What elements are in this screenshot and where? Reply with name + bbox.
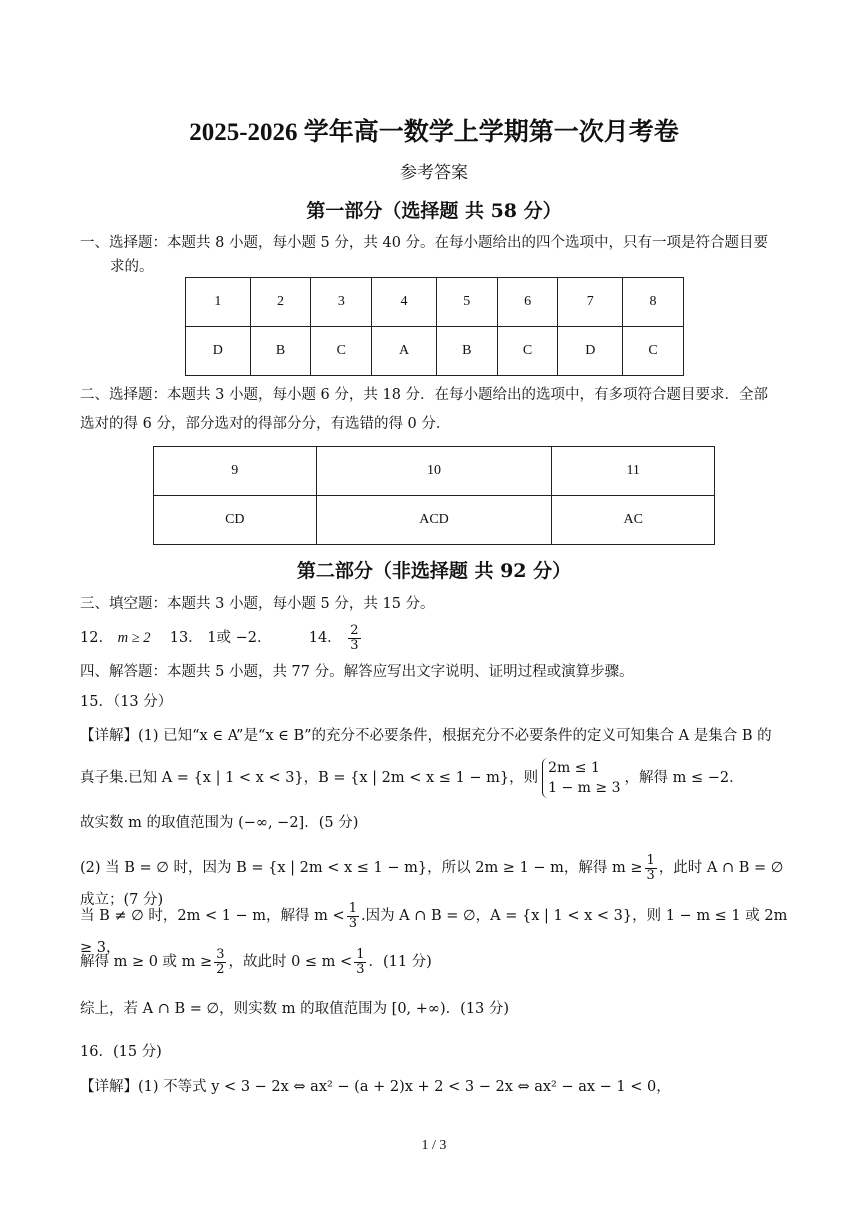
table-cell: 11: [552, 447, 715, 496]
q15-line7: 综上，若 A ∩ B = ∅，则实数 m 的取值范围为 [0, +∞)．(13 分): [80, 1001, 510, 1017]
page-subtitle: 参考答案: [400, 163, 468, 183]
table-cell: AC: [552, 496, 715, 545]
fraction-numerator: 1: [356, 946, 365, 962]
table-cell: A: [372, 327, 437, 376]
table-cell: D: [186, 327, 251, 376]
table-cell: 9: [154, 447, 317, 496]
table-row-answers: [186, 327, 684, 376]
system-row-2: 1 − m ≥ 3: [548, 780, 621, 796]
fraction-denominator: 3: [646, 867, 655, 883]
section2-instructions: [80, 381, 792, 439]
q15-line4-tail: ，此时 A ∩ B = ∅ 成立；(7 分): [80, 860, 784, 908]
q15-line6: [80, 945, 792, 979]
q15-line2-text: 真子集.已知 A = {x | 1 < x < 3}，B = {x | 2m < x ≤ 1 − m}，则: [80, 770, 539, 786]
section4-instructions: 四、解答题：本题共 5 小题，共 77 分。解答应写出文字说明、证明过程或演算步骤。: [80, 664, 634, 680]
table-cell: B: [436, 327, 497, 376]
q15-line2: [80, 756, 792, 800]
q16-header: 16．(15 分): [80, 1044, 162, 1060]
system-row-1: 2m ≤ 1: [548, 760, 600, 776]
q15-header: 15．（13 分）: [80, 694, 173, 710]
q15-inequality-system: [542, 758, 620, 798]
section3-instructions: 三、填空题：本题共 3 小题，每小题 5 分，共 15 分。: [80, 596, 435, 612]
q15-line4-text: (2) 当 B = ∅ 时，因为 B = {x | 2m < x ≤ 1 − m}，所以 2m ≥ 1 − m，解得 m ≥: [80, 860, 643, 876]
part2-heading: 第二部分（非选择题 共 92 分）: [296, 560, 572, 582]
q13-number: 13．: [169, 630, 203, 646]
table-cell: 7: [558, 278, 623, 327]
q15-line1: 【详解】(1) 已知“x ∈ A”是“x ∈ B”的充分不必要条件，根据充分不必要条件的定义可知集合 A 是集合 B 的: [80, 728, 772, 744]
table-row-numbers: [154, 447, 715, 496]
q15-line6-mid: ，故此时 0 ≤ m <: [228, 954, 353, 970]
section1-line1: 一、选择题：本题共 8 小题，每小题 5 分，共 40 分。在每小题给出的四个选项中，只有一项是符合题目要: [80, 235, 769, 251]
answer-table-1: [185, 277, 684, 376]
table-cell: C: [311, 327, 372, 376]
fraction: [347, 902, 359, 931]
fraction-numerator: 1: [646, 852, 655, 868]
table-cell: 8: [623, 278, 684, 327]
q15-line2-result: ，解得 m ≤ −2．: [624, 770, 744, 786]
fraction: [214, 948, 226, 977]
table-cell: 5: [436, 278, 497, 327]
table-cell: 1: [186, 278, 251, 327]
table-cell: ACD: [316, 496, 552, 545]
table-cell: 3: [311, 278, 372, 327]
q15-line6-text: 解得 m ≥ 0 或 m ≥: [80, 954, 213, 970]
section2-line1: 二、选择题：本题共 3 小题，每小题 6 分，共 18 分．在每小题给出的选项中，有多项符合题目要求．全部: [80, 387, 769, 403]
table-cell: C: [623, 327, 684, 376]
fill-answers: [80, 620, 792, 656]
fraction-numerator: 1: [348, 900, 357, 916]
table-cell: CD: [154, 496, 317, 545]
section1-line2: 求的。: [110, 259, 154, 275]
fraction-numerator: 3: [216, 946, 225, 962]
part1-heading: 第一部分（选择题 共 58 分）: [306, 200, 562, 222]
table-row-numbers: [186, 278, 684, 327]
q15-line6-tail: ．(11 分): [368, 954, 432, 970]
page-title: 2025-2026 学年高一数学上学期第一次月考卷: [189, 119, 679, 146]
table-cell: 10: [316, 447, 552, 496]
q15-line5-tail: .因为 A ∩ B = ∅，A = {x | 1 < x < 3}，则 1 − m ≤ 1 或 2m ≥ 3，: [80, 908, 788, 956]
fraction: [354, 948, 366, 977]
q14-answer-fraction: [348, 624, 360, 653]
fraction: [645, 854, 657, 883]
q15-line5-text: 当 B ≠ ∅ 时，2m < 1 − m，解得 m <: [80, 908, 345, 924]
page-number: 1 / 3: [421, 1138, 447, 1153]
q15-line3: 故实数 m 的取值范围为 (−∞, −2]．(5 分): [80, 815, 359, 831]
answer-table-2: [153, 446, 715, 545]
fraction-denominator: 3: [348, 915, 357, 931]
fraction-denominator: 2: [216, 961, 225, 977]
table-cell: 2: [250, 278, 311, 327]
table-cell: B: [250, 327, 311, 376]
table-cell: 6: [497, 278, 558, 327]
q14-number: 14．: [308, 630, 342, 646]
table-cell: D: [558, 327, 623, 376]
fraction-denominator: 3: [350, 637, 359, 653]
section2-line2: 选对的得 6 分，部分选对的得部分分，有选错的得 0 分．: [80, 416, 451, 432]
table-cell: C: [497, 327, 558, 376]
fraction-numerator: 2: [350, 622, 359, 638]
section1-instructions: [80, 231, 792, 279]
q13-answer: 1或 −2．: [207, 630, 272, 646]
q12-number: 12．: [80, 630, 113, 646]
q12-answer: m ≥ 2: [117, 630, 151, 646]
table-cell: 4: [372, 278, 437, 327]
fraction-denominator: 3: [356, 961, 365, 977]
table-row-answers: [154, 496, 715, 545]
q16-line1: 【详解】(1) 不等式 y < 3 − 2x ⇔ ax² − (a + 2)x + 2 < 3 − 2x ⇔ ax² − ax − 1 < 0，: [80, 1079, 671, 1095]
